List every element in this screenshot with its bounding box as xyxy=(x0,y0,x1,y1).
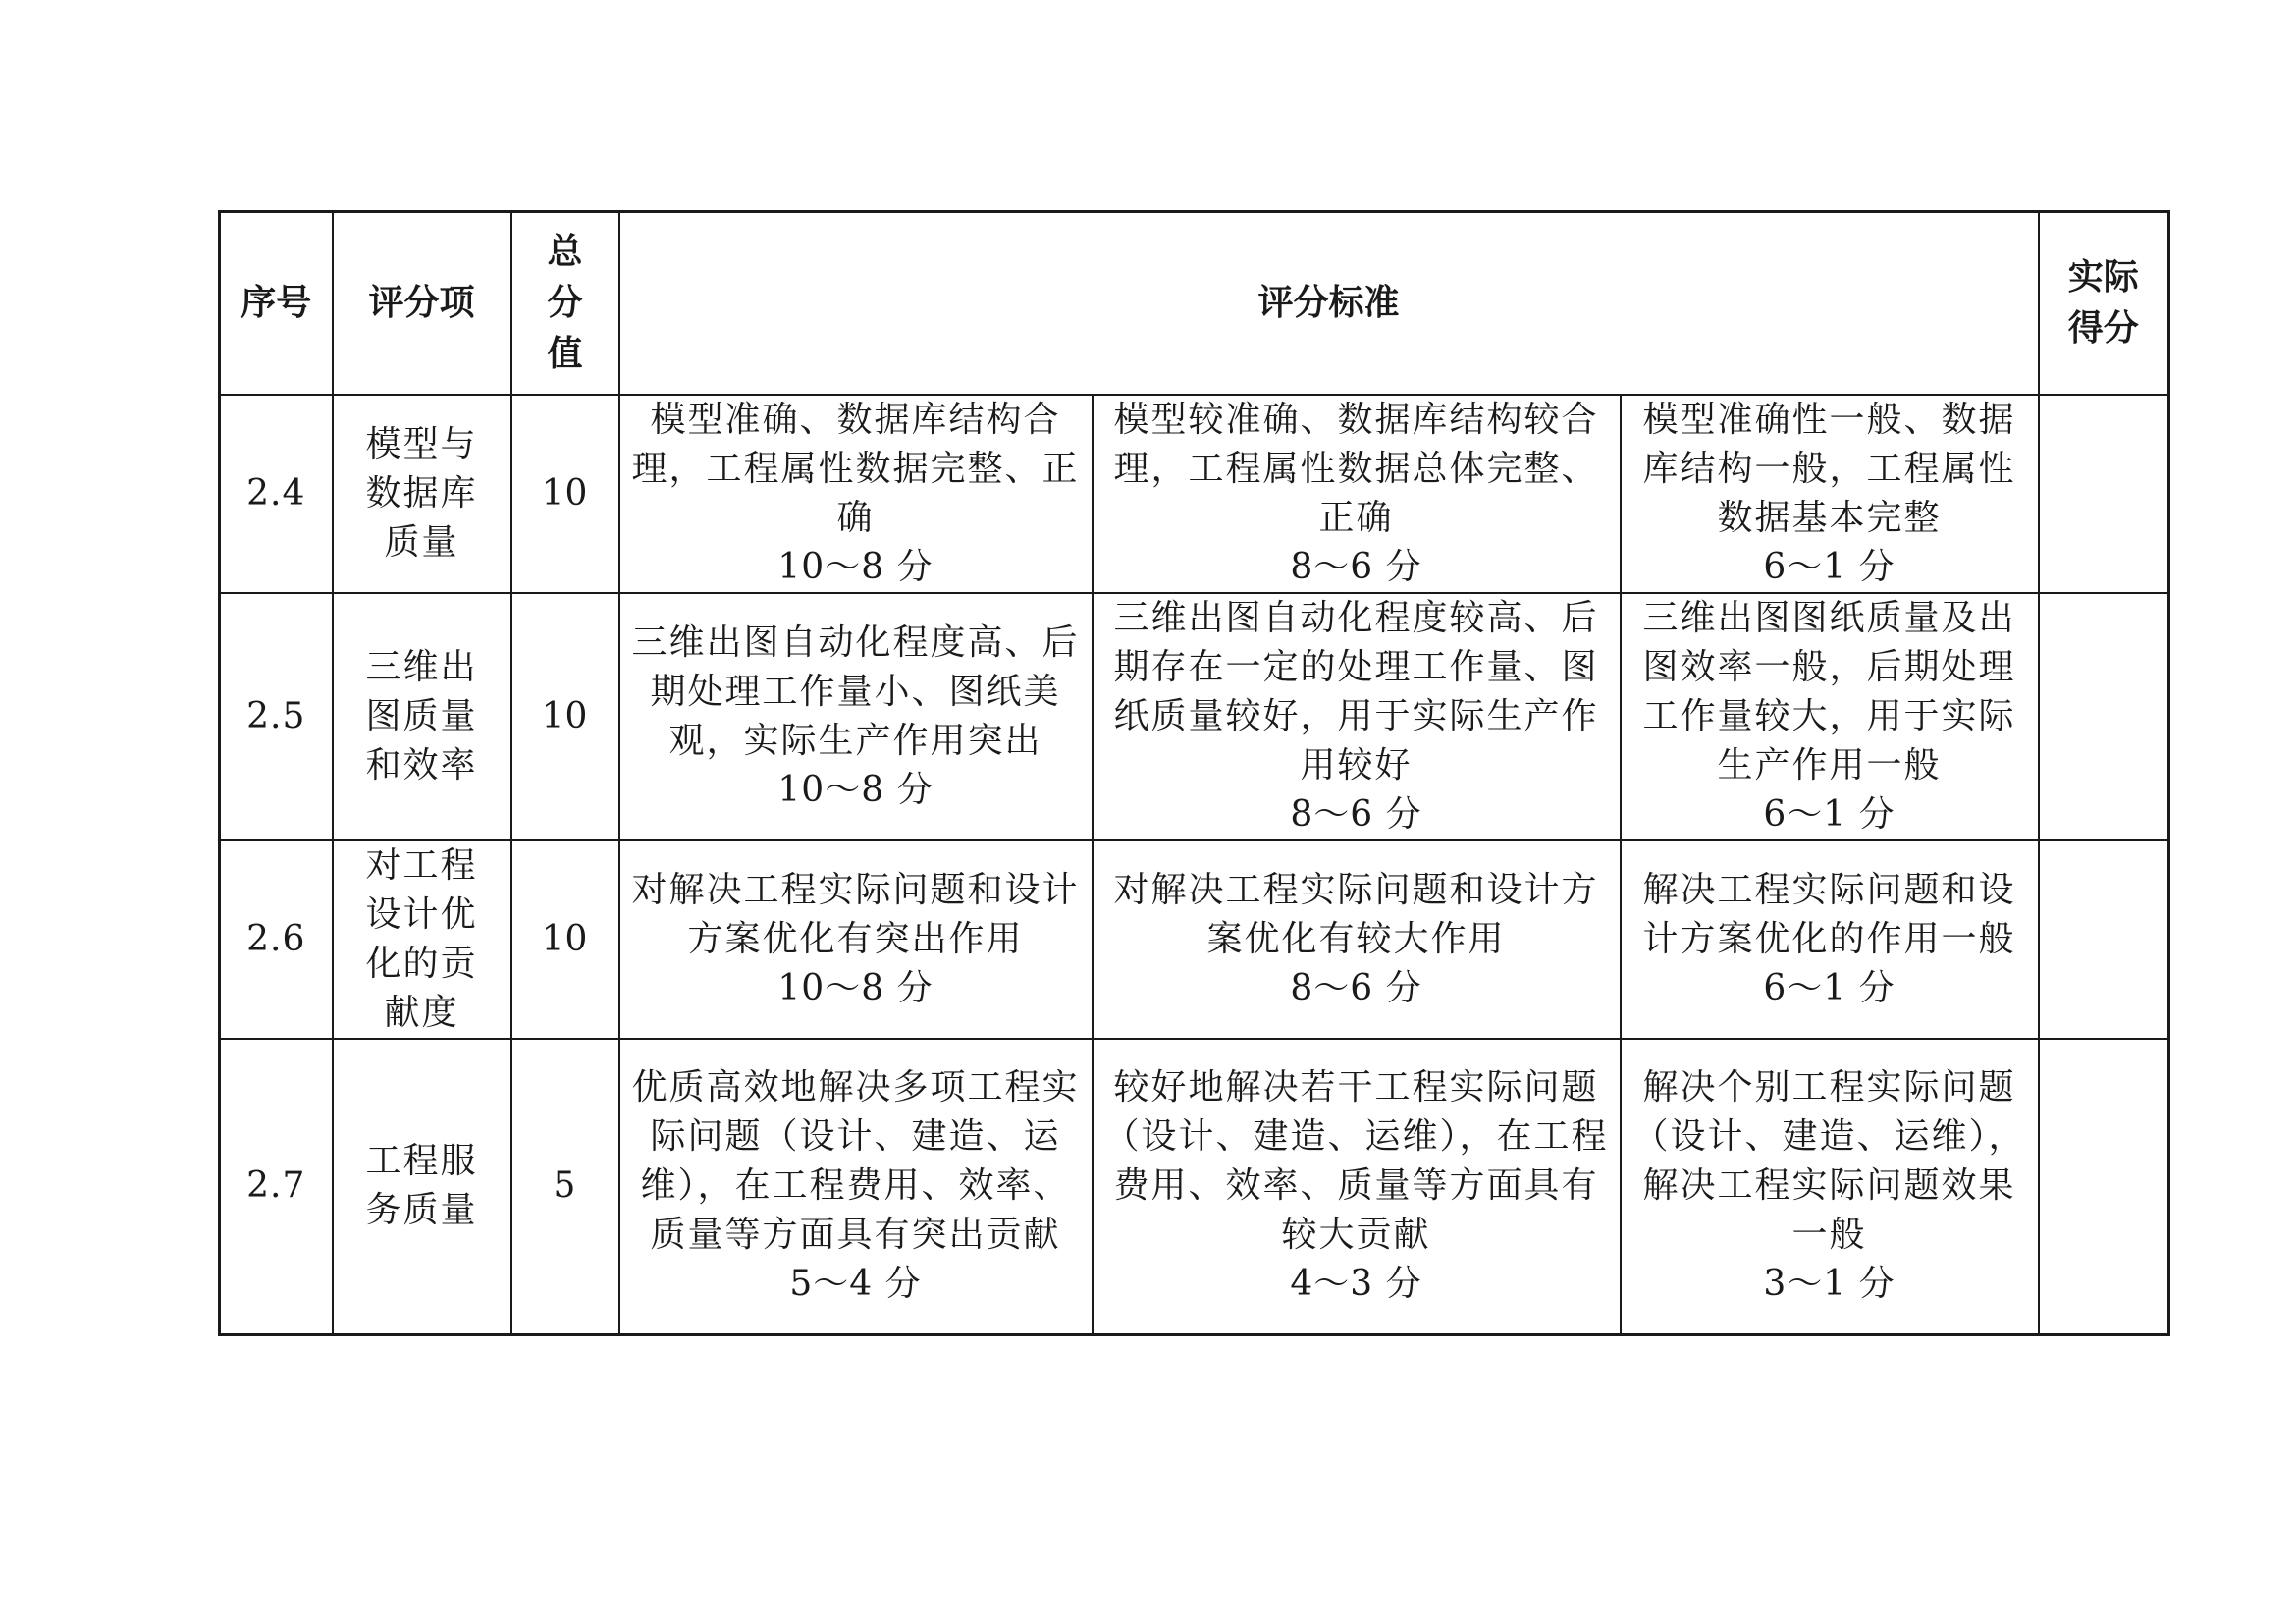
row-total: 10 xyxy=(511,593,619,840)
row-item: 对工程设计优化的贡献度 xyxy=(333,840,511,1039)
criteria-cell: 模型较准确、数据库结构较合理，工程属性数据总体完整、正确 8～6 分 xyxy=(1093,395,1621,593)
header-actual: 实际得分 xyxy=(2039,212,2169,395)
criteria-cell: 解决工程实际问题和设计方案优化的作用一般 6～1 分 xyxy=(1621,840,2039,1039)
actual-score-cell[interactable] xyxy=(2039,395,2169,593)
row-item: 工程服务质量 xyxy=(333,1039,511,1335)
header-criteria: 评分标准 xyxy=(619,212,2039,395)
table-row xyxy=(220,1039,2169,1335)
criteria-cell: 解决个别工程实际问题（设计、建造、运维），解决工程实际问题效果一般 3～1 分 xyxy=(1621,1039,2039,1335)
actual-score-cell[interactable] xyxy=(2039,840,2169,1039)
header-item: 评分项 xyxy=(333,212,511,395)
row-seq: 2.4 xyxy=(220,395,333,593)
row-seq: 2.7 xyxy=(220,1039,333,1335)
row-item: 三维出图质量和效率 xyxy=(333,593,511,840)
table-row xyxy=(220,395,2169,593)
row-total: 10 xyxy=(511,840,619,1039)
row-seq: 2.5 xyxy=(220,593,333,840)
scoring-table xyxy=(218,210,2170,1336)
criteria-cell: 三维出图图纸质量及出图效率一般，后期处理工作量较大，用于实际生产作用一般 6～1 分 xyxy=(1621,593,2039,840)
header-row xyxy=(220,212,2169,395)
criteria-cell: 三维出图自动化程度高、后期处理工作量小、图纸美观，实际生产作用突出 10～8 分 xyxy=(619,593,1093,840)
criteria-cell: 较好地解决若干工程实际问题（设计、建造、运维），在工程费用、效率、质量等方面具有较大贡献 4～3 分 xyxy=(1093,1039,1621,1335)
criteria-cell: 模型准确、数据库结构合理，工程属性数据完整、正确 10～8 分 xyxy=(619,395,1093,593)
actual-score-cell[interactable] xyxy=(2039,1039,2169,1335)
table-row xyxy=(220,593,2169,840)
criteria-cell: 优质高效地解决多项工程实际问题（设计、建造、运维），在工程费用、效率、质量等方面具有突出贡献 5～4 分 xyxy=(619,1039,1093,1335)
header-total: 总分值 xyxy=(511,212,619,395)
row-total: 10 xyxy=(511,395,619,593)
row-item: 模型与数据库质量 xyxy=(333,395,511,593)
criteria-cell: 模型准确性一般、数据库结构一般，工程属性数据基本完整 6～1 分 xyxy=(1621,395,2039,593)
row-seq: 2.6 xyxy=(220,840,333,1039)
criteria-cell: 三维出图自动化程度较高、后期存在一定的处理工作量、图纸质量较好，用于实际生产作用较好 8～6 分 xyxy=(1093,593,1621,840)
actual-score-cell[interactable] xyxy=(2039,593,2169,840)
table-row xyxy=(220,840,2169,1039)
criteria-cell: 对解决工程实际问题和设计方案优化有较大作用 8～6 分 xyxy=(1093,840,1621,1039)
criteria-cell: 对解决工程实际问题和设计方案优化有突出作用 10～8 分 xyxy=(619,840,1093,1039)
header-seq: 序号 xyxy=(220,212,333,395)
row-total: 5 xyxy=(511,1039,619,1335)
